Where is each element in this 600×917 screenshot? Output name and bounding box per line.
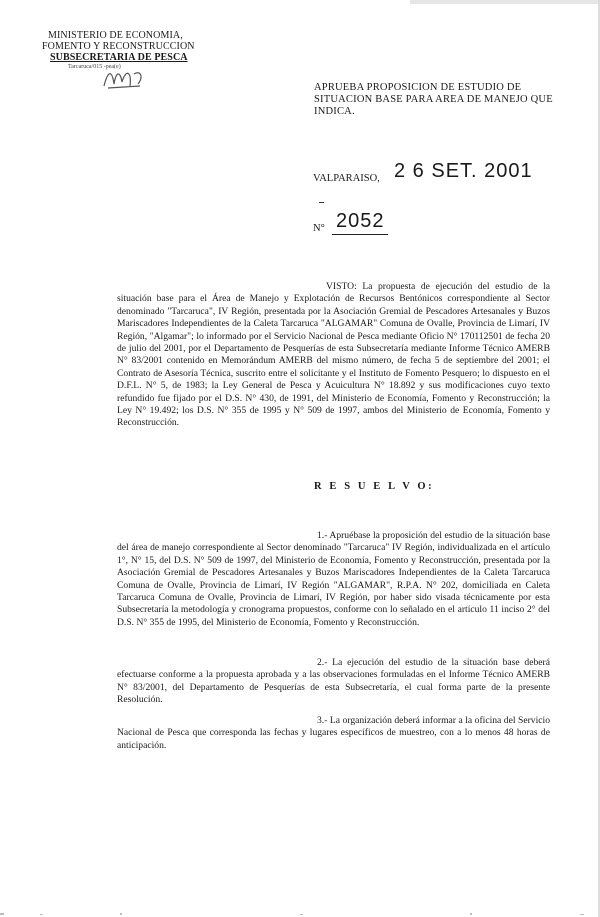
ministry-line-2: FOMENTO Y RECONSTRUCCION (42, 41, 195, 52)
scan-artifact-bottom (0, 908, 600, 917)
subsecretaria-heading: SUBSECRETARIA DE PESCA (50, 52, 188, 63)
scan-artifact-top (410, 0, 600, 4)
resolution-number: 2052 (336, 210, 385, 232)
number-underline (332, 234, 388, 235)
number-dash (319, 202, 324, 203)
place-label: VALPARAISO, (313, 173, 380, 184)
article-2: 2.- La ejecución del estudio de la situación base deberá efectuarse conforme a la propuesta aprobada y a las observaciones formuladas en el Informe Técnico AMERB N° 83/2001, del Departamento de Pesquerías de esta Subsecretaría, el cual forma parte de la presente Resolución. (117, 657, 550, 706)
ministry-line-1: MINISTERIO DE ECONOMIA, (48, 30, 183, 41)
number-prefix: N° (313, 223, 325, 234)
resolution-subject: APRUEBA PROPOSICION DE ESTUDIO DE SITUACION BASE PARA AREA DE MANEJO QUE INDICA. (314, 82, 553, 117)
date-stamp: 2 6 SET. 2001 (394, 160, 533, 182)
article-1: 1.- Apruébase la proposición del estudio de la situación base del área de manejo correspondiente al Sector denominado "Tarcaruca" IV Región, individualizada en el artículo 1°, N° 15, del D.S. N° 509 de 1997, del Ministerio de Economía, Fomento y Reconstrucción, presentada por la Asociación Gremial de Pescadores Artesanales y Buzos Mariscadores Independientes de la Caleta Tarcaruca Comuna de Ovalle, Provincia de Limarí, IV Región "ALGAMAR", R.P.A. N° 202, domiciliada en Caleta Tarcaruca Comuna de Ovalle, Provincia de Limarí, IV Región, por haber sido visada técnicamente por esta Subsecretaría la metodología y cronograma propuestos, conforme con lo señalado en el artículo 11 inciso 2° del D.S. N° 355 de 1995, del Ministerio de Economía, Fomento y Reconstrucción. (117, 530, 550, 628)
visto-paragraph: VISTO: La propuesta de ejecución del estudio de la situación base para el Área de Manejo y Explotación de Recursos Bentónicos correspondiente al Sector denominado "Tarcaruca", IV Región, presentada por la Asociación Gremial de Pescadores Artesanales y Buzos Mariscadores Independientes de la Caleta Tarcaruca "ALGAMAR" Comuna de Ovalle, Provincia de Limarí, IV Región, "Algamar"; lo informado por el Servicio Nacional de Pesca mediante Oficio N° 170112501 de fecha 20 de julio del 2001, por el Departamento de Pesquerías de esta Subsecretaría mediante Informe Técnico AMERB N° 83/2001 contenido en Memorándum AMERB del mismo número, de fecha 5 de septiembre del 2001; el Contrato de Asesoría Técnica, suscrito entre el solicitante y el Instituto de Fomento Pesquero; lo dispuesto en el D.F.L. N° 5, de 1983; la Ley General de Pesca y Acuicultura N° 18.892 y sus modificaciones cuyo texto refundido fue fijado por el D.S. N° 430, de 1991, del Ministerio de Economía, Fomento y Reconstrucción; la Ley N° 19.492; los D.S. N° 355 de 1995 y N° 509 de 1997, ambos del Ministerio de Economía, Fomento y Reconstrucción. (117, 281, 550, 429)
reference-code: Tarcaruca/015 -pea(e) (68, 64, 121, 70)
handwritten-initials (100, 66, 148, 92)
resuelvo-heading: R E S U E L V O: (314, 481, 435, 492)
article-3: 3.- La organización deberá informar a la oficina del Servicio Nacional de Pesca que corresponda las fechas y lugares específicos de muestreo, con a lo menos 48 horas de anticipación. (117, 715, 550, 751)
